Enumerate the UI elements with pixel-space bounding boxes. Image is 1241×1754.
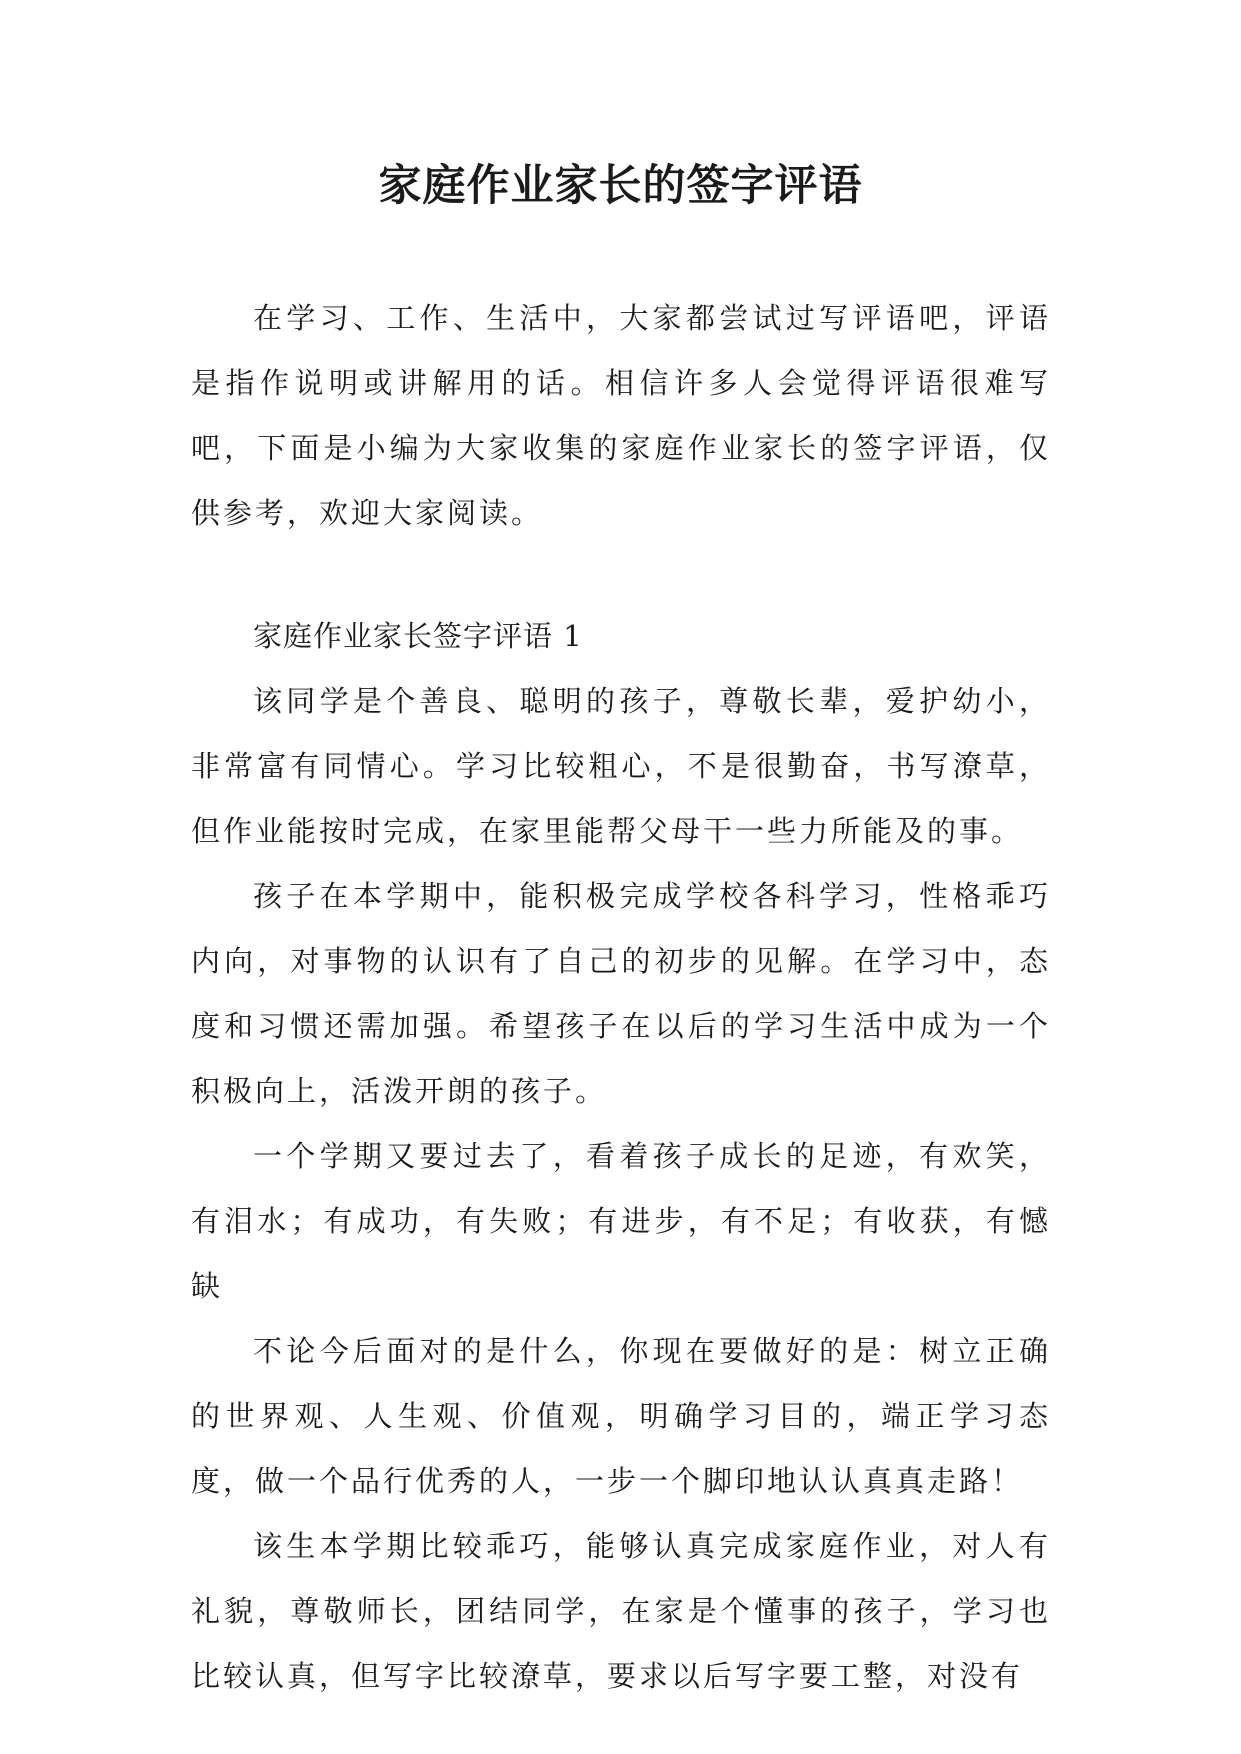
section-heading: 家庭作业家长签字评语 1	[253, 619, 583, 653]
document-body	[191, 286, 1051, 1709]
document-title: 家庭作业家长的签字评语	[378, 161, 863, 211]
comment-paragraph-2: 孩子在本学期中，能积极完成学校各科学习，性格乖巧内向，对事物的认识有了自己的初步的见解。在学习中，态度和习惯还需加强。希望孩子在以后的学习生活中成为一个积极向上，活泼开朗的孩子。	[191, 879, 1051, 1108]
comment-paragraph-3: 一个学期又要过去了，看着孩子成长的足迹，有欢笑，有泪水；有成功，有失败；有进步，有不足；有收获，有憾缺	[191, 1139, 1051, 1303]
comment-paragraph-4: 不论今后面对的是什么，你现在要做好的是：树立正确的世界观、人生观、价值观，明确学习目的，端正学习态度，做一个品行优秀的人，一步一个脚印地认认真真走路！	[191, 1334, 1051, 1498]
comment-paragraph-1: 该同学是个善良、聪明的孩子，尊敬长辈，爱护幼小，非常富有同情心。学习比较粗心，不是很勤奋，书写潦草，但作业能按时完成，在家里能帮父母干一些力所能及的事。	[191, 684, 1051, 848]
spacer	[191, 546, 1051, 604]
comment-paragraph-5: 该生本学期比较乖巧，能够认真完成家庭作业，对人有礼貌，尊敬师长，团结同学，在家是个懂事的孩子，学习也比较认真，但写字比较潦草，要求以后写字要工整，对没有	[191, 1529, 1051, 1693]
intro-paragraph: 在学习、工作、生活中，大家都尝试过写评语吧，评语是指作说明或讲解用的话。相信许多人会觉得评语很难写吧，下面是小编为大家收集的家庭作业家长的签字评语，仅供参考，欢迎大家阅读。	[191, 301, 1051, 530]
